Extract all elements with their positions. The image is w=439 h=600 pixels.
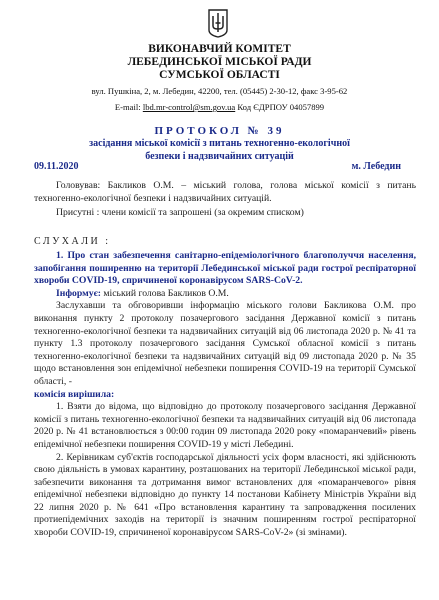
decision-1: 1. Взяти до відома, що відповідно до протоколу позачергового засідання Державної комісії з питань техногенно-екологічної безпеки та надзвичайних ситуацій від 06 листопада 2020 р. № 41 встановлюється з 00:00 годин 09 листопада 2020 року «помаранчевий» рівень епідемічної небезпеки поширення COVID-19 у місті Лебедині. <box>34 401 416 450</box>
protocol-title: ПРОТОКОЛ № 39 <box>154 125 285 137</box>
chair-text: Головував: Бакликов О.М. – міський голова, голова міської комісії з питань техногенно-екологічної безпеки і надзвичайних ситуацій. <box>34 180 416 204</box>
protocol-date: 09.11.2020 <box>34 161 79 172</box>
protocol-subtitle-2: безпеки і надзвичайних ситуацій <box>145 151 294 162</box>
present-text: Присутні : члени комісії та запрошені (за окремим списком) <box>56 207 304 219</box>
heard-paragraph: Заслухавши та обговоривши інформацію міського голови Бакликова О.М. про виконання пункту 2 протоколу позачергового засідання Державної комісії з питань техногенно-екологічної безпеки та надзвичайних ситуацій від 06 листопада 2020 р. № 41 та пункту 1.3 протоколу позачергового засідання Сумської обласної комісії з питань техногенно-екологічної безпеки та надзвичайних ситуацій від 09 листопада 2020 р. № 35 щодо встановлення зон епідемічної небезпеки поширення COVID-19 на території Сумської області, - <box>34 300 416 387</box>
org-name-line-1: ВИКОНАВЧИЙ КОМІТЕТ <box>148 43 291 55</box>
org-contacts <box>0 102 439 113</box>
informs-line <box>34 288 416 301</box>
trident-emblem-icon <box>207 8 229 38</box>
org-address: вул. Пушкіна, 2, м. Лебедин, 42200, тел. (05445) 2-30-12, факс 3-95-62 <box>91 86 348 96</box>
heard-heading: СЛУХАЛИ : <box>34 236 111 247</box>
email-label: E-mail: <box>114 102 141 112</box>
decided-label: комісія вирішила: <box>34 388 115 400</box>
edrpou-code: Код ЄДРПОУ 04057899 <box>237 102 325 112</box>
org-name-line-3: СУМСЬКОЇ ОБЛАСТІ <box>159 69 280 81</box>
item-1-title: 1. Про стан забезпечення санітарно-епідеміологічного благополуччя населення, запобігання поширенню на території Лебединської міської ради гострої респіраторної хвороби COVID-19, спричиненої коронавірусом SARS-CoV-2. <box>34 250 416 287</box>
protocol-subtitle-1: засідання міської комісії з питань техногенно-екологічної <box>89 138 350 149</box>
org-name-line-2: ЛЕБЕДИНСЬКОЇ МІСЬКОЇ РАДИ <box>127 56 312 68</box>
chair-paragraph <box>34 180 416 220</box>
decision-2: 2. Керівникам суб'єктів господарської діяльності усіх форм власності, які здійснюють свою діяльність в умовах карантину, розташованих на території Лебединської міської ради, забезпечити виконання та дотримання вимог встановлених для «помаранчевого» рівня епідемічної небезпеки відповідно до пункту 14 постанови Кабінету Міністрів України від 22 липня 2020 р. № 641 «Про встановлення карантину та запровадження посилених протиепідемічних заходів на території із значним поширенням гострої респіраторної хвороби COVID-19, спричиненої коронавірусом SARS-CoV-2» (зі змінами). <box>34 451 416 539</box>
agenda-body <box>34 250 416 540</box>
informs-text: міський голова Бакликов О.М. <box>101 287 229 299</box>
protocol-place: м. Лебедин <box>351 161 401 172</box>
informs-label: Інформує: <box>56 287 101 299</box>
email-link[interactable]: lbd.mr-control@sm.gov.ua <box>142 102 236 112</box>
